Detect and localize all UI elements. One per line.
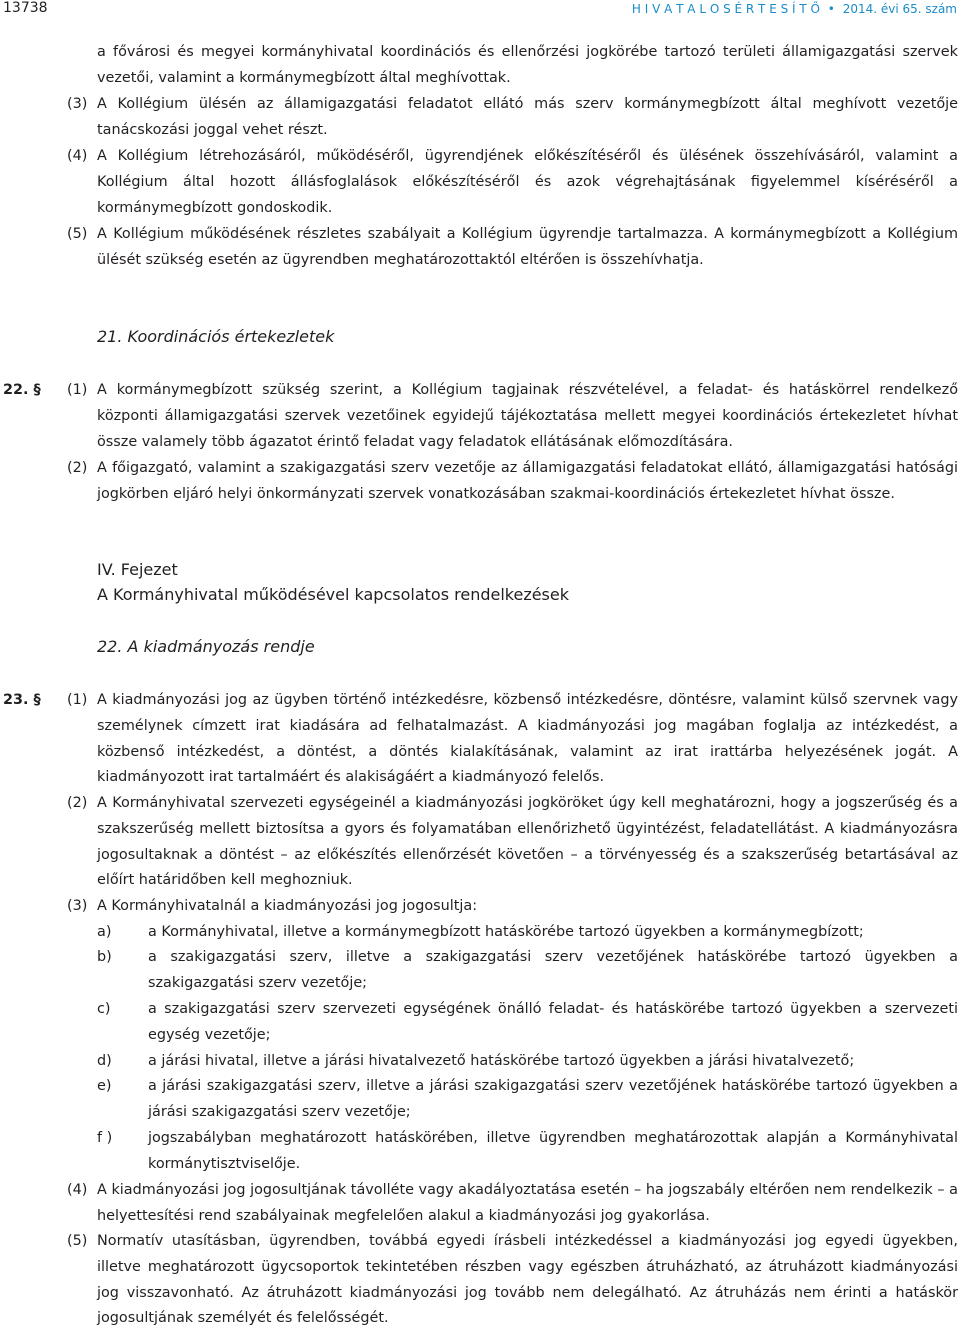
list-item: jogszabályban meghatározott hatáskörében, illetve ügyrendben meghatározottak alapján a Kormányhivatal kormánytisztviselője.: [148, 1130, 958, 1172]
paragraph-number: (1): [67, 692, 88, 708]
paragraph-22-1: A kormánymegbízott szükség szerint, a Kollégium tagjainak részvételével, a feladat- és hatáskörrel rendelkező központi államigazgatási szervek vezetőinek egyidejű tájékoztatása mellett megyei koordinációs értekezletet hívhat össze valamely több ágazatot érintő feladat vagy feladatok ellátásának előmozdítására.: [97, 382, 958, 450]
list-item: a szakigazgatási szerv szervezeti egységének önálló feladat- és hatáskörébe tartozó ügyekben a szervezeti egység vezetője;: [148, 1001, 958, 1043]
list-item-letter: f ): [97, 1130, 113, 1146]
chapter-title: A Kormányhivatal működésével kapcsolatos rendelkezések: [97, 585, 569, 604]
paragraph-number: (5): [67, 1233, 88, 1249]
paragraph-number: (3): [67, 96, 88, 112]
section-title: 22. A kiadmányozás rendje: [97, 637, 315, 656]
paragraph-23-1: A kiadmányozási jog az ügyben történő intézkedésre, közbenső intézkedésre, döntésre, valamint külső szervnek vagy személynek címzett irat kiadására ad felhatalmazást. A kiadmányozási jog magában foglalja az intézkedést, a közbenső intézkedést, a döntést, a döntés kialakításának, valamint az irat irattárba helyezésének jogát. A kiadmányozott irat tartalmáért és alakiságáért a kiadmányozó felelős.: [97, 692, 958, 786]
list-item-letter: e): [97, 1078, 112, 1094]
list-item-letter: b): [97, 949, 112, 965]
paragraph-number: (2): [67, 460, 88, 476]
paragraph-number: (3): [67, 898, 88, 914]
page-number: 13738: [3, 0, 48, 16]
paragraph-intro: a fővárosi és megyei kormányhivatal koordinációs és ellenőrzési jogkörébe tartozó területi államigazgatási szervek vezetői, valamint a kormánymegbízott által meghívottak.: [97, 44, 958, 86]
list-item: a járási szakigazgatási szerv, illetve a járási szakigazgatási szerv vezetőjének hatáskörébe tartozó ügyekben a járási szakigazgatási szerv vezetője;: [148, 1078, 958, 1120]
list-item: a szakigazgatási szerv, illetve a szakigazgatási szerv vezetőjének hatáskörébe tartozó ügyekben a szakigazgatási szerv vezetője;: [148, 949, 958, 991]
paragraph-3: A Kollégium ülésén az államigazgatási feladatot ellátó más szerv kormánymegbízott által meghívott vezetője tanácskozási joggal vehet részt.: [97, 96, 958, 138]
paragraph-23-2: A Kormányhivatal szervezeti egységeinél a kiadmányozási jogköröket úgy kell meghatározni, hogy a jogszerűség és a szakszerűség mellett biztosítsa a gyors és folyamatában ellenőrizhető ügyintézést, feladatellátást. A kiadmányozásra jogosultaknak a döntést – az előkészítés ellenőrzését követően – a törvényesség és a szakszerűség betartásával az előírt határidőben kell meghozniuk.: [97, 795, 958, 889]
list-item-letter: d): [97, 1053, 112, 1069]
paragraph-number: (5): [67, 226, 88, 242]
section-number-22: 22. §: [3, 382, 41, 398]
paragraph-number: (4): [67, 148, 88, 164]
section-number-23: 23. §: [3, 692, 41, 708]
list-item: a Kormányhivatal, illetve a kormánymegbízott hatáskörébe tartozó ügyekben a kormánymegbízott;: [148, 924, 864, 940]
paragraph-23-3: A Kormányhivatalnál a kiadmányozási jog jogosultja:: [97, 898, 478, 914]
paragraph-number: (2): [67, 795, 88, 811]
list-item-letter: a): [97, 924, 112, 940]
paragraph-number: (4): [67, 1182, 88, 1198]
paragraph-4: A Kollégium létrehozásáról, működéséről, ügyrendjének előkészítéséről és ülésének összehívásáról, valamint a Kollégium által hozott állásfoglalások előkészítéséről és azok végrehajtásának figyelemmel kíséréséről a kormánymegbízott gondoskodik.: [97, 148, 958, 216]
issue-number: 2014. évi 65. szám: [842, 2, 957, 16]
paragraph-23-5: Normatív utasításban, ügyrendben, továbbá egyedi írásbeli intézkedéssel a kiadmányozási jog egyedi ügyekben, illetve meghatározott ügycsoportok tekintetében részben vagy egészben átruházható, az átruházott kiadmányozási jog visszavonható. Az átruházott kiadmányozási jog tovább nem delegálható. Az átruházás nem érinti a hatáskör jogosultjának személyét és felelősségét.: [97, 1233, 958, 1327]
section-title: 21. Koordinációs értekezletek: [97, 327, 335, 346]
chapter-number: IV. Fejezet: [97, 560, 178, 579]
journal-title: H I V A T A L O S É R T E S Í T Ő: [631, 2, 820, 16]
paragraph-5: A Kollégium működésének részletes szabályait a Kollégium ügyrendje tartalmazza. A kormánymegbízott a Kollégium ülését szükség esetén az ügyrendben meghatározottaktól eltérően is összehívhatja.: [97, 226, 958, 268]
header-bullet: •: [827, 2, 835, 16]
paragraph-22-2: A főigazgató, valamint a szakigazgatási szerv vezetője az államigazgatási feladatokat ellátó, államigazgatási hatósági jogkörben eljáró helyi önkormányzati szervek vonatkozásában szakmai-koordinációs értekezletet hívhat össze.: [97, 460, 958, 502]
running-header: [632, 2, 957, 16]
paragraph-23-4: A kiadmányozási jog jogosultjának távolléte vagy akadályoztatása esetén – ha jogszabály eltérően nem rendelkezik – a helyettesítési rend szabályainak megfelelően alakul a kiadmányozási jog gyakorlása.: [97, 1182, 958, 1224]
list-item: a járási hivatal, illetve a járási hivatalvezető hatáskörébe tartozó ügyekben a járási hivatalvezető;: [148, 1053, 855, 1069]
paragraph-number: (1): [67, 382, 88, 398]
list-item-letter: c): [97, 1001, 111, 1017]
